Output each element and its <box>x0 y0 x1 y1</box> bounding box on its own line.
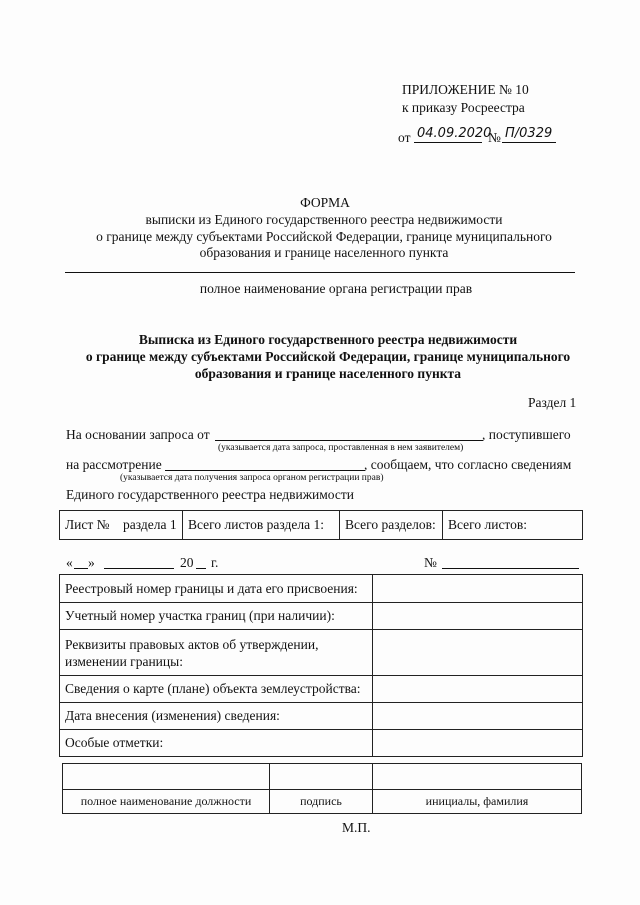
extract-title-1: Выписка из Единого государственного реестра недвижимости <box>138 332 518 347</box>
open-quote: « <box>66 555 73 570</box>
appendix-title: ПРИЛОЖЕНИЕ № 10 <box>402 82 529 97</box>
field-label: Реестровый номер границы и дата его присвоения: <box>60 575 373 603</box>
doc-number-line <box>442 568 579 569</box>
handwritten-number: П/0329 <box>505 126 553 141</box>
request-date-line <box>215 440 483 441</box>
name-blank <box>373 764 582 790</box>
year-prefix: 20 <box>180 555 194 570</box>
field-value <box>373 730 583 757</box>
form-line-1: выписки из Единого государственного реестра недвижимости <box>145 212 503 227</box>
field-value <box>373 575 583 603</box>
day-line <box>74 568 88 569</box>
form-line-3: образования и границе населенного пункта <box>199 245 449 260</box>
field-row <box>60 730 583 757</box>
authority-line <box>65 272 575 273</box>
field-row <box>60 575 583 603</box>
form-line-2: о границе между субъектами Российской Федерации, границе муниципального <box>96 229 552 244</box>
date-prefix: от <box>398 130 411 145</box>
fields-table <box>59 574 583 757</box>
authority-caption: полное наименование органа регистрации прав <box>199 281 473 296</box>
stamp-place: М.П. <box>342 820 371 835</box>
field-label: Учетный номер участка границ (при наличии): <box>60 603 373 630</box>
section-label: Раздел 1 <box>528 395 577 410</box>
name-caption: инициалы, фамилия <box>373 790 582 814</box>
year-line <box>196 568 206 569</box>
number-underline <box>502 142 556 143</box>
request-suffix: , поступившего <box>482 427 571 442</box>
field-value <box>373 703 583 730</box>
sheet-section-label: раздела 1 <box>123 517 177 532</box>
field-value <box>373 676 583 703</box>
number-prefix: № <box>488 130 501 145</box>
field-row <box>60 676 583 703</box>
signature-blank-row <box>63 764 582 790</box>
field-row <box>60 603 583 630</box>
field-label: Особые отметки: <box>60 730 373 757</box>
position-caption: полное наименование должности <box>63 790 270 814</box>
signature-table <box>62 763 582 814</box>
signature-caption-row <box>63 790 582 814</box>
total-sections-cell: Всего разделов: <box>340 511 443 540</box>
registry-line: Единого государственного реестра недвижимости <box>66 487 355 502</box>
total-section-sheets-cell: Всего листов раздела 1: <box>183 511 340 540</box>
extract-title-3: образования и границе населенного пункта <box>194 366 462 381</box>
review-date-line <box>165 470 365 471</box>
sign-blank <box>270 764 373 790</box>
sheet-number-cell <box>60 511 183 540</box>
handwritten-date: 04.09.2020 <box>417 126 492 141</box>
order-reference: к приказу Росреестра <box>402 100 525 115</box>
field-value <box>373 630 583 676</box>
field-row <box>60 630 583 676</box>
total-sheets-cell: Всего листов: <box>443 511 583 540</box>
field-label: Дата внесения (изменения) сведения: <box>60 703 373 730</box>
sheet-info-table <box>59 510 583 540</box>
doc-number-label: № <box>424 555 437 570</box>
year-suffix: г. <box>211 555 219 570</box>
review-suffix: , сообщаем, что согласно сведениям <box>364 457 572 472</box>
month-line <box>104 568 174 569</box>
field-label: Реквизиты правовых актов об утверждении, изменении границы: <box>60 630 373 676</box>
request-prefix: На основании запроса от <box>66 427 210 442</box>
extract-title-2: о границе между субъектами Российской Федерации, границе муниципального <box>85 349 571 364</box>
field-row <box>60 703 583 730</box>
field-label: Сведения о карте (плане) объекта землеустройства: <box>60 676 373 703</box>
position-blank <box>63 764 270 790</box>
sign-caption: подпись <box>270 790 373 814</box>
review-note: (указывается дата получения запроса органом регистрации прав) <box>120 473 384 483</box>
sheet-label: Лист № <box>65 517 110 532</box>
close-quote: » <box>88 555 95 570</box>
field-value <box>373 603 583 630</box>
form-title: ФОРМА <box>300 195 350 210</box>
date-underline <box>414 142 482 143</box>
review-prefix: на рассмотрение <box>66 457 162 472</box>
request-note: (указывается дата запроса, проставленная в нем заявителем) <box>218 443 464 453</box>
